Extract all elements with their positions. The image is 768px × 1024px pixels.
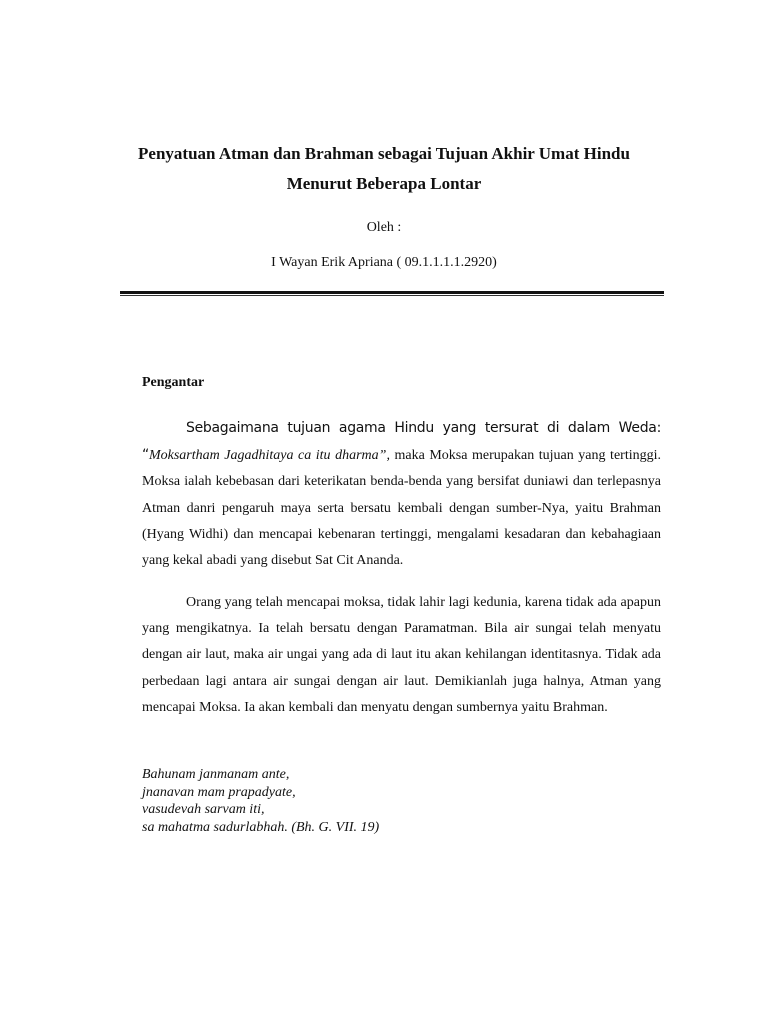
verse-line: sa mahatma sadurlabhah. (Bh. G. VII. 19) — [142, 819, 380, 835]
divider-thick-line — [120, 291, 664, 294]
verse-line: jnanavan mam prapadyate, — [142, 784, 296, 800]
document-title-line-2: Menurut Beberapa Lontar — [286, 174, 482, 193]
paragraph-intro — [142, 415, 661, 574]
paragraph-intro-lead: Sebagaimana tujuan agama Hindu yang tersurat di dalam Weda: “ — [142, 420, 661, 464]
paragraph-moksa-text: Orang yang telah mencapai moksa, tidak lahir lagi kedunia, karena tidak ada apapun yang mengikatnya. Ia telah bersatu dengan Paramatman. Bila air sungai telah menyatu dengan air laut, maka air ungai yang ada di laut itu akan kehilangan identitasnya. Tidak ada perbedaan lagi antara air sungai dengan air laut. Demikianlah juga halnya, Atman yang mencapai Moksa. Ia akan kembali dan menyatu dengan sumbernya yaitu Brahman. — [142, 595, 661, 715]
title-divider — [120, 289, 664, 297]
verse-quote — [142, 766, 379, 836]
paragraph-intro-rest: maka Moksa merupakan tujuan yang tertinggi. Moksa ialah kebebasan dari keterikatan benda-benda yang bersifat duniawi dan terlepasnya Atman danri pengaruh maya serta bersatu kembali dengan sumber-Nya, yaitu Brahman (Hyang Widhi) dan mencapai kebenaran tertinggi, mengalami kesadaran dan kebahagiaan yang kekal abadi yang disebut Sat Cit Ananda. — [142, 448, 661, 569]
section-heading: Pengantar — [142, 375, 205, 390]
paragraph-moksa — [142, 590, 661, 721]
verse-line: vasudevah sarvam iti, — [142, 802, 265, 817]
weda-quote: Moksartham Jagadhitaya ca itu dharma”, — [148, 448, 390, 464]
document-title-line-1: Penyatuan Atman dan Brahman sebagai Tujuan Akhir Umat Hindu — [138, 144, 630, 163]
by-label: Oleh : — [366, 220, 402, 235]
divider-thin-line — [120, 295, 664, 296]
verse-line: Bahunam janmanam ante, — [142, 767, 290, 782]
author-line: I Wayan Erik Apriana ( 09.1.1.1.1.2920) — [271, 255, 497, 270]
